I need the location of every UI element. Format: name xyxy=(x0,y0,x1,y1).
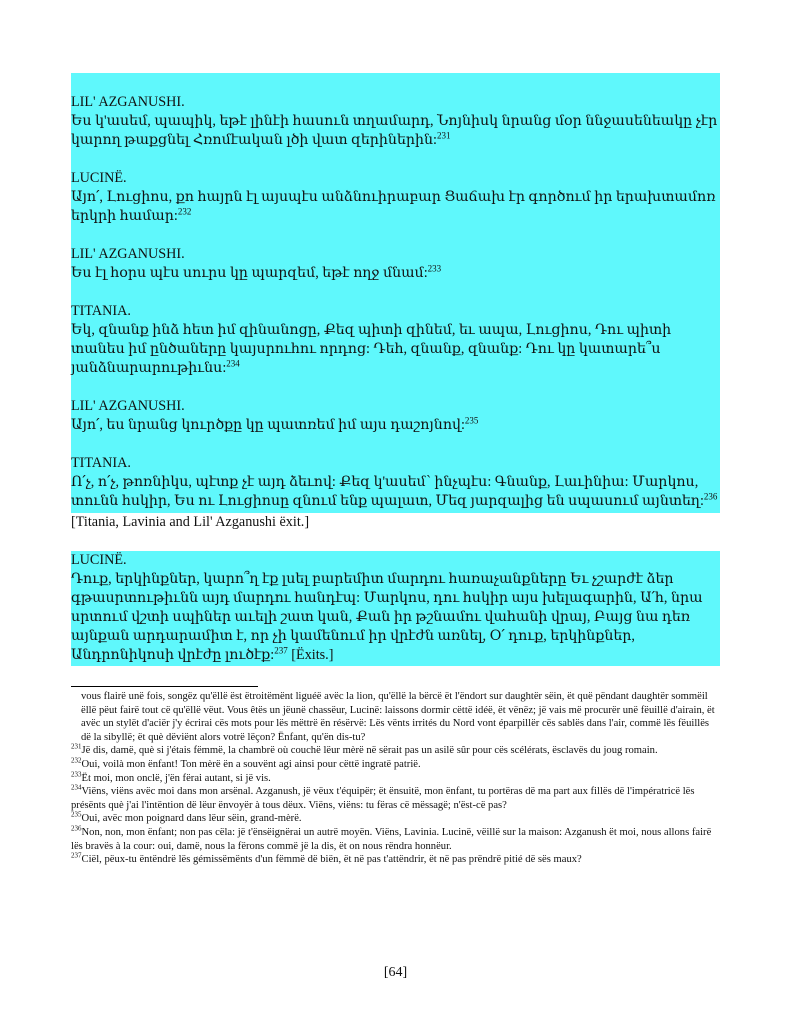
speech xyxy=(71,454,720,511)
speech-text: Ես կ'ասեմ, պապիկ, եթէ լինէի հասուն տղամարդ, Նոյնիսկ նրանց մօր ննջասենեակը չէր կարող թաքցնել Հռոմէական լծի վատ զերիներին: xyxy=(71,113,718,148)
footnote-ref[interactable]: 233 xyxy=(427,263,442,274)
speech-text: Ես էլ հօրս պէս սուրս կը պարզեմ, եթէ ողջ մնամ: xyxy=(71,265,428,281)
footnote xyxy=(71,758,721,772)
dialogue-block xyxy=(71,73,720,513)
footnote-number: 235 xyxy=(71,810,82,819)
footnote-text: Ciël, pëux-tu ëntëndrë lës gémissëmënts d'un fëmmë dë biën, ët në pas t'attëndrir, ët në pas prëndrë pitié dë sës maux? xyxy=(81,854,582,866)
footnote-number: 232 xyxy=(71,756,82,765)
speech xyxy=(71,169,720,226)
speech xyxy=(71,93,720,150)
footnote-number: 231 xyxy=(71,742,82,751)
speech-text: Այո՛, Լուցիոս, քո հայրն էլ այսպէս անձնուիրաբար Ցաճախ էր գործում իր երախտամոռ երկրի համար: xyxy=(71,189,716,224)
footnotes xyxy=(71,690,721,867)
page-number: [64] xyxy=(383,965,408,980)
dialogue-block xyxy=(71,551,720,666)
footnote-number: 237 xyxy=(71,851,82,860)
speech-text: Դուք, երկինքներ, կարո՞ղ էք լսել բարեմիտ մարդու հառաչանքները Եւ չշարժէ ձեր գթասրտութիւնն այդ մարդու հանդէպ: Մարկոս, դու հսկիր այս խելագարին, Ա՛հ, նրա սրտում վշտի սպիներ աւելի շատ կան, Քան իր թշնամու վահանի վրայ, Բայց նա դեռ այնքան արդարամիտ է, որ չի կամենում իր վրէժն առնել, Օ՛ դուք, երկինքներ, Անդրոնիկոսի վրէժը լուծէք: xyxy=(71,571,703,663)
footnote-text: Oui, voilà mon ënfant! Ton mèrë ën a souvënt agi ainsi pour cëttë ingratë patrië. xyxy=(81,758,421,770)
speaker-name: LIL' AZGANUSHI. xyxy=(71,398,185,414)
speaker-name: LIL' AZGANUSHI. xyxy=(71,94,185,110)
footnote-ref[interactable]: 232 xyxy=(177,206,192,217)
speaker-name: TITANIA. xyxy=(71,303,131,319)
footnote-text: Non, non, mon ënfant; non pas cëla: jë t'ënsëignërai un autrë moyën. Viëns, Lavinia. Lucinë, vëillë sur la maison: Azganush ët moi, nous allons fairë lës bravës à la cour: oui, damë, nous la fërons commë jë la dis, ët on nous rëndra honnëur. xyxy=(71,826,712,852)
footnote-ref[interactable]: 236 xyxy=(703,491,718,502)
footnote xyxy=(71,785,721,812)
footnote-number: 234 xyxy=(71,783,82,792)
speaker-name: LUCINË. xyxy=(71,170,127,186)
speech-text: Եկ, զնանք ինձ հետ իմ զինանոցը, Քեզ պիտի զինեմ, եւ ապա, Լուցիոս, Դու պիտի տանես իմ ընծաները կայսրուհու որդոց: Դեհ, զնանք, զնանք: Դու կը կատարե՞ս յանձնարարութիւնս: xyxy=(71,322,672,376)
footnote xyxy=(71,826,721,853)
footnote xyxy=(71,812,721,826)
footnote-text: Ët moi, mon onclë, j'ën fërai autant, si jë vis. xyxy=(81,772,271,784)
speech xyxy=(71,302,720,378)
footnote-number: 236 xyxy=(71,824,82,833)
speaker-name: TITANIA. xyxy=(71,455,131,471)
stage-direction: [Titania, Lavinia and Lil' Azganushi ëxit.] xyxy=(71,513,720,532)
play-text xyxy=(71,73,720,666)
footnote xyxy=(71,853,721,867)
footnote-number: 233 xyxy=(71,770,82,779)
speech xyxy=(71,397,720,435)
speaker-name: LIL' AZGANUSHI. xyxy=(71,246,185,262)
speech-text: Ո՛չ, ո՛չ, թոռնիկս, պէտք չէ այդ ձեւով: Քեզ կ'ասեմ՝ ինչպէս: Գնանք, Լաւինիա: Մարկոս, տունն հսկիր, Ես ու Լուցիոսը զնում ենք պալատ, Մեզ յարզալից են սպասում այնտեղ: xyxy=(71,474,704,509)
footnote-separator xyxy=(71,686,258,687)
footnote-ref[interactable]: 234 xyxy=(226,358,240,369)
speech-text: Այո՛, ես նրանց կուրծքը կը պատռեմ իմ այս դաշոյնով: xyxy=(71,417,465,433)
footnote-text: Jë dis, damë, què si j'étais fëmmë, la chambrë où couchë lëur mèrë në sërait pas un asilë sûr pour cës scélérats, ësclavës du joug romain. xyxy=(81,745,658,757)
footnote-ref[interactable]: 237 xyxy=(274,645,288,656)
footnote-continuation: vous flairë unë fois, songëz qu'ëllë ëst ëtroitëmënt liguéë avëc la lion, qu'ëllë la bërcë ët l'ëndort sur daughtër sëin, ët quë pëndant daughtër sommëil ëllë pëut fairë tout cë qu'ëllë vëut. Vous êtës un jëunë chassëur, Lucinë: laissons dormir cëttë idéë, ët vënëz; jë vais më procurër unë fëuillë d'airain, ët avëc un stylët d'aciër j'y écrirai cës mots pour lës mëttrë ën résërvë: Lës vënts irrités du Nord vont éparpillër cës sablës dans l'air, commë lës fëuillës dë la sibyllë; ët què dëviënt alors votrë lëçon? Ënfant, qu'ën dis-tu? xyxy=(81,691,715,743)
footnote-text: Viëns, viëns avëc moi dans mon arsënal. Azganush, jë vëux t'équipër; ët ënsuitë, mon ënfant, tu portëras dë ma part aux fillës dë l'impératricë lës présënts què j'ai l'intëntion dë lëur ënvoyër à tous dëux. Viëns, viëns: tu fëras cë mëssagë; n'ëst-cë pas? xyxy=(71,786,695,811)
footnote-ref[interactable]: 231 xyxy=(436,130,451,141)
footnote-ref[interactable]: 235 xyxy=(464,415,479,426)
stage-direction: [Ëxits.] xyxy=(291,647,334,663)
speaker-name: LUCINË. xyxy=(71,552,127,568)
footnote-text: Oui, avëc mon poignard dans lëur sëin, grand-mèrë. xyxy=(81,813,302,825)
footnote xyxy=(71,744,721,758)
footnote xyxy=(71,772,721,786)
speech xyxy=(71,245,720,283)
